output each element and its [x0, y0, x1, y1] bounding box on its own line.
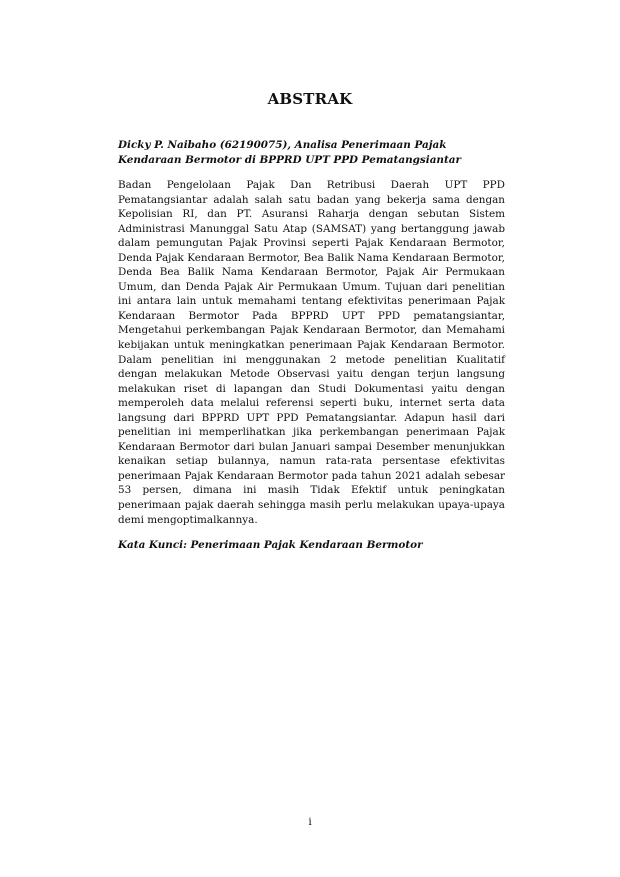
abstract-content: [118, 138, 505, 553]
page-number: i: [308, 816, 312, 828]
keywords-line: Kata Kunci: Penerimaan Pajak Kendaraan Bermotor: [118, 539, 423, 552]
abstract-body: Badan Pengelolaan Pajak Dan Retribusi Daerah UPT PPD Pematangsiantar adalah salah satu badan yang bekerja sama dengan Kepolisian RI, dan PT. Asuransi Raharja dengan sebutan Sistem Administrasi Manunggal Satu Atap (SAMSAT) yang bertanggung jawab dalam pemungutan Pajak Provinsi seperti Pajak Kendaraan Bermotor, Denda Pajak Kendaraan Bermotor, Bea Balik Nama Kendaraan Bermotor, Denda Bea Balik Nama Kendaraan Bermotor, Pajak Air Permukaan Umum, dan Denda Pajak Air Permukaan Umum. Tujuan dari penelitian ini antara lain untuk memahami tentang efektivitas penerimaan Pajak Kendaraan Bermotor Pada BPPRD UPT PPD pematangsiantar, Mengetahui perkembangan Pajak Kendaraan Bermotor, dan Memahami kebijakan untuk meningkatkan penerimaan Pajak Kendaraan Bermotor. Dalam penelitian ini menggunakan 2 metode penelitian Kualitatif dengan melakukan Metode Observasi yaitu dengan terjun langsung melakukan riset di lapangan dan Studi Dokumentasi yaitu dengan memperoleh data melalui referensi seperti buku, internet serta data langsung dari BPPRD UPT PPD Pematangsiantar. Adapun hasil dari penelitian ini memperlihatkan jika perkembangan penerimaan Pajak Kendaraan Bermotor dari bulan Januari sampai Desember menunjukkan kenaikan setiap bulannya, namun rata-rata persentase efektivitas penerimaan Pajak Kendaraan Bermotor pada tahun 2021 adalah sebesar 53 persen, dimana ini masih Tidak Efektif untuk peningkatan penerimaan pajak daerah sehingga masih perlu melakukan upaya-upaya demi mengoptimalkannya.: [118, 179, 505, 526]
author-line: Dicky P. Naibaho (62190075), Analisa Penerimaan Pajak Kendaraan Bermotor di BPPRD UPT PPD Pematangsiantar: [118, 139, 461, 166]
abstract-title: ABSTRAK: [267, 90, 353, 108]
